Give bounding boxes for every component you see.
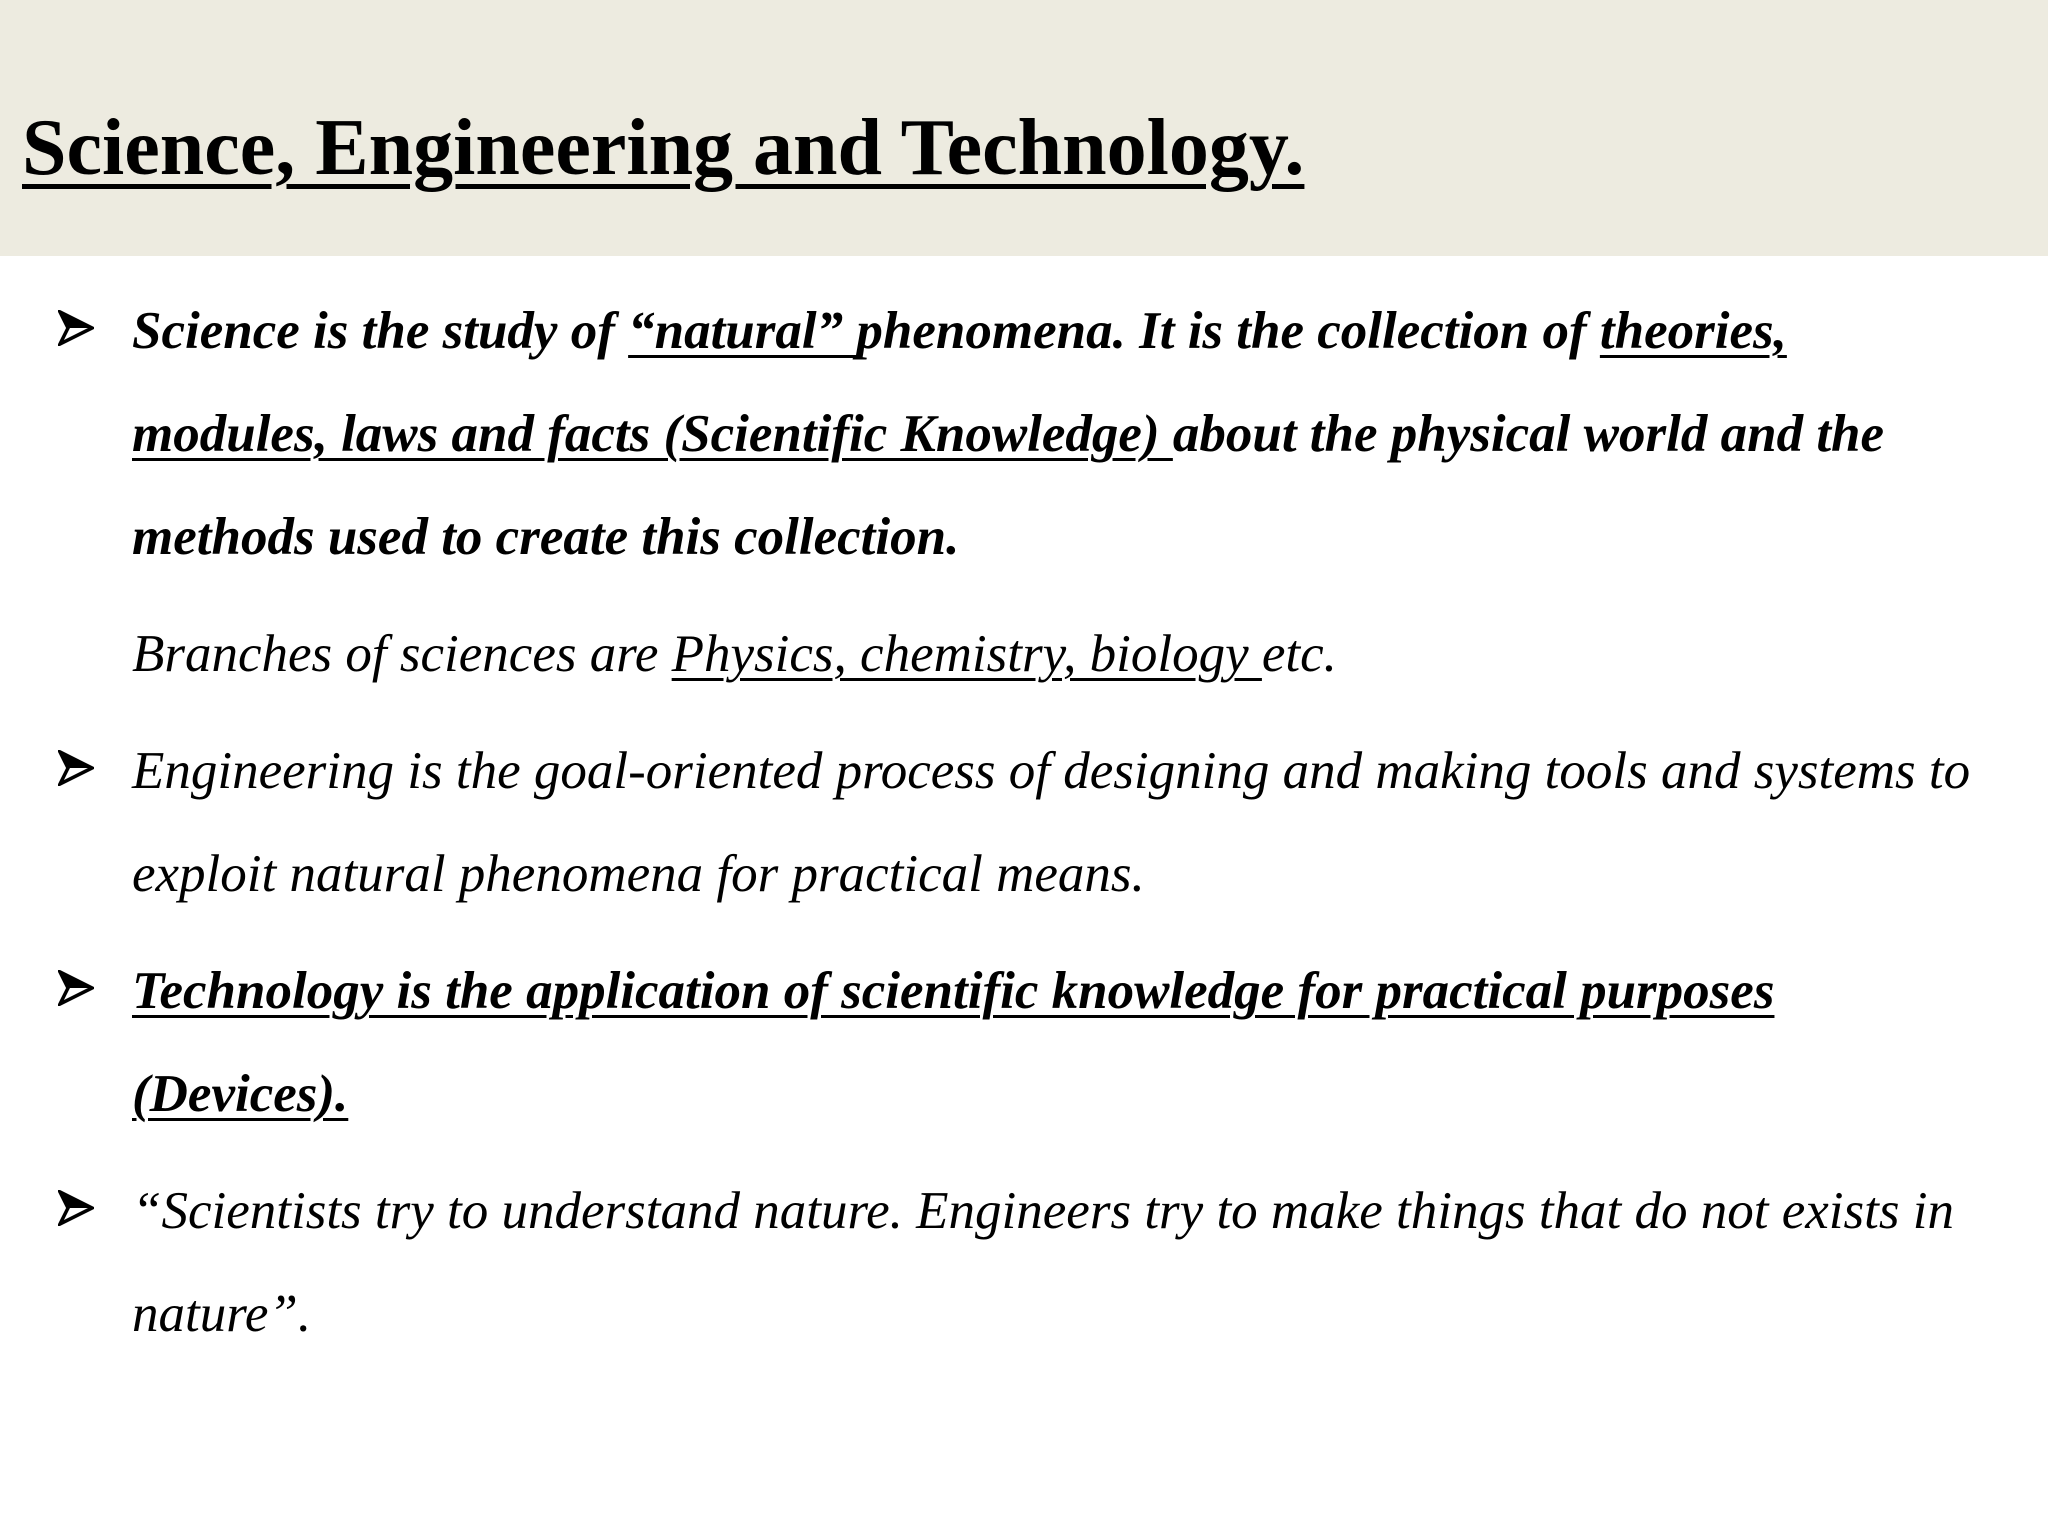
branches-text-1: Branches of sciences are (132, 625, 672, 683)
branches-text (132, 603, 1988, 706)
science-natural: “natural” (628, 302, 857, 360)
bullet-engineering (0, 720, 2048, 926)
branches-text-2: etc. (1261, 625, 1337, 683)
arrowhead-bullet-icon (58, 750, 94, 786)
slide-title: Science, Engineering and Technology. (22, 104, 1305, 192)
arrowhead-bullet-icon (58, 970, 94, 1006)
scientists-quote: “Scientists try to understand nature. Engineers try to make things that do not exists in nature”. (132, 1182, 1954, 1343)
arrowhead-bullet-icon (58, 1190, 94, 1226)
branches-line (0, 603, 2048, 706)
science-text-3: about the physical world and the methods used to create this collection. (132, 405, 1885, 566)
science-text-1: Science is the study of (132, 302, 629, 360)
arrowhead-bullet-icon (58, 310, 94, 346)
bullet-list (0, 280, 2048, 1366)
bullet-science (0, 280, 2048, 589)
branches-list: Physics, chemistry, biology (671, 625, 1262, 683)
technology-definition: Technology is the application of scientific knowledge for practical purposes (Devices). (132, 962, 1775, 1123)
engineering-definition: Engineering is the goal-oriented process of designing and making tools and systems to exploit natural phenomena for practical means. (132, 742, 1971, 903)
bullet-quote (0, 1160, 2048, 1366)
science-definition (132, 280, 1988, 589)
science-knowledge: theories, modules, laws and facts (Scientific Knowledge) (132, 302, 1787, 463)
science-text-2: phenomena. It is the collection of (856, 302, 1600, 360)
header-band (0, 0, 2048, 256)
bullet-technology (0, 940, 2048, 1146)
